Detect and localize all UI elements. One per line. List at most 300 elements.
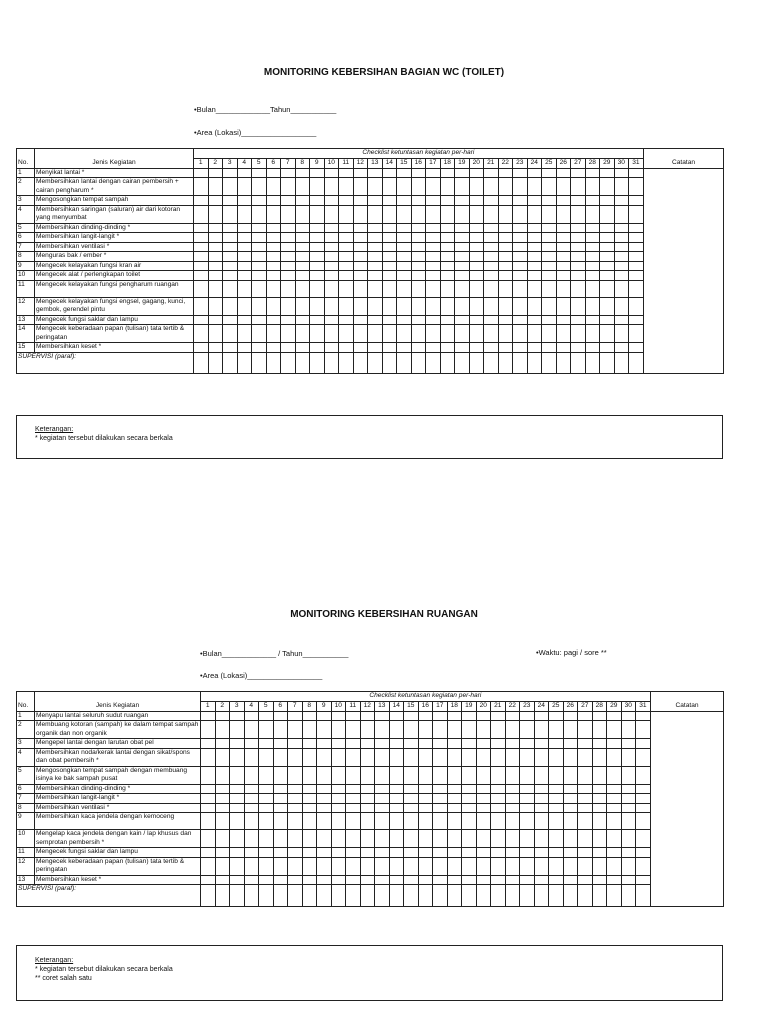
day-check-cell[interactable] [259,739,274,749]
supervisi-paraf-cell[interactable] [491,885,506,907]
day-check-cell[interactable] [556,325,571,343]
day-check-cell[interactable] [259,848,274,858]
day-check-cell[interactable] [237,205,252,223]
day-check-cell[interactable] [295,315,310,325]
day-check-cell[interactable] [556,168,571,178]
day-check-cell[interactable] [252,271,267,281]
day-check-cell[interactable] [440,205,455,223]
day-check-cell[interactable] [259,784,274,794]
day-check-cell[interactable] [346,803,361,813]
day-check-cell[interactable] [542,261,557,271]
day-check-cell[interactable] [426,252,441,262]
day-check-cell[interactable] [360,766,375,784]
day-check-cell[interactable] [607,794,622,804]
day-check-cell[interactable] [324,325,339,343]
day-check-cell[interactable] [266,205,281,223]
day-check-cell[interactable] [484,271,499,281]
day-check-cell[interactable] [201,794,216,804]
day-check-cell[interactable] [281,252,296,262]
day-check-cell[interactable] [629,223,644,233]
day-check-cell[interactable] [382,252,397,262]
day-check-cell[interactable] [389,748,404,766]
day-check-cell[interactable] [455,297,470,315]
day-check-cell[interactable] [223,178,238,196]
day-check-cell[interactable] [549,748,564,766]
supervisi-paraf-cell[interactable] [614,352,629,373]
day-check-cell[interactable] [237,242,252,252]
day-check-cell[interactable] [455,271,470,281]
day-check-cell[interactable] [426,271,441,281]
day-check-cell[interactable] [476,748,491,766]
day-check-cell[interactable] [462,739,477,749]
day-check-cell[interactable] [426,261,441,271]
day-check-cell[interactable] [505,794,520,804]
day-check-cell[interactable] [317,875,332,885]
day-check-cell[interactable] [237,343,252,353]
day-check-cell[interactable] [273,803,288,813]
day-check-cell[interactable] [542,325,557,343]
day-check-cell[interactable] [484,280,499,297]
day-check-cell[interactable] [215,739,230,749]
day-check-cell[interactable] [614,261,629,271]
day-check-cell[interactable] [237,178,252,196]
day-check-cell[interactable] [324,233,339,243]
day-check-cell[interactable] [281,233,296,243]
day-check-cell[interactable] [585,343,600,353]
day-check-cell[interactable] [462,784,477,794]
day-check-cell[interactable] [505,813,520,830]
day-check-cell[interactable] [324,297,339,315]
day-check-cell[interactable] [491,857,506,875]
day-check-cell[interactable] [578,784,593,794]
day-check-cell[interactable] [252,178,267,196]
day-check-cell[interactable] [440,242,455,252]
day-check-cell[interactable] [310,196,325,206]
day-check-cell[interactable] [302,766,317,784]
day-check-cell[interactable] [600,343,615,353]
supervisi-paraf-cell[interactable] [360,885,375,907]
supervisi-paraf-cell[interactable] [484,352,499,373]
day-check-cell[interactable] [418,875,433,885]
supervisi-paraf-cell[interactable] [317,885,332,907]
supervisi-paraf-cell[interactable] [368,352,383,373]
day-check-cell[interactable] [288,766,303,784]
day-check-cell[interactable] [208,205,223,223]
day-check-cell[interactable] [534,803,549,813]
day-check-cell[interactable] [346,784,361,794]
day-check-cell[interactable] [397,168,412,178]
day-check-cell[interactable] [607,748,622,766]
day-check-cell[interactable] [527,271,542,281]
supervisi-paraf-cell[interactable] [273,885,288,907]
day-check-cell[interactable] [592,794,607,804]
day-check-cell[interactable] [382,168,397,178]
day-check-cell[interactable] [215,803,230,813]
day-check-cell[interactable] [346,721,361,739]
day-check-cell[interactable] [194,315,209,325]
supervisi-paraf-cell[interactable] [636,885,651,907]
day-check-cell[interactable] [556,242,571,252]
day-check-cell[interactable] [397,196,412,206]
day-check-cell[interactable] [331,803,346,813]
day-check-cell[interactable] [578,739,593,749]
day-check-cell[interactable] [397,261,412,271]
day-check-cell[interactable] [585,196,600,206]
day-check-cell[interactable] [324,168,339,178]
day-check-cell[interactable] [266,280,281,297]
day-check-cell[interactable] [592,830,607,848]
day-check-cell[interactable] [201,721,216,739]
day-check-cell[interactable] [317,794,332,804]
day-check-cell[interactable] [491,721,506,739]
day-check-cell[interactable] [404,748,419,766]
day-check-cell[interactable] [455,343,470,353]
supervisi-paraf-cell[interactable] [571,352,586,373]
day-check-cell[interactable] [273,875,288,885]
day-check-cell[interactable] [259,830,274,848]
day-check-cell[interactable] [404,813,419,830]
day-check-cell[interactable] [302,830,317,848]
day-check-cell[interactable] [498,196,513,206]
day-check-cell[interactable] [527,261,542,271]
day-check-cell[interactable] [397,315,412,325]
day-check-cell[interactable] [498,252,513,262]
day-check-cell[interactable] [259,813,274,830]
day-check-cell[interactable] [302,794,317,804]
day-check-cell[interactable] [621,875,636,885]
day-check-cell[interactable] [281,297,296,315]
day-check-cell[interactable] [230,748,245,766]
day-check-cell[interactable] [310,168,325,178]
supervisi-paraf-cell[interactable] [462,885,477,907]
day-check-cell[interactable] [498,178,513,196]
day-check-cell[interactable] [418,857,433,875]
day-check-cell[interactable] [208,168,223,178]
supervisi-paraf-cell[interactable] [498,352,513,373]
day-check-cell[interactable] [418,794,433,804]
day-check-cell[interactable] [542,343,557,353]
day-check-cell[interactable] [237,233,252,243]
day-check-cell[interactable] [382,325,397,343]
day-check-cell[interactable] [476,711,491,721]
day-check-cell[interactable] [339,242,354,252]
day-check-cell[interactable] [629,280,644,297]
day-check-cell[interactable] [397,252,412,262]
day-check-cell[interactable] [433,784,448,794]
day-check-cell[interactable] [491,875,506,885]
form2-waktu-field[interactable]: •Waktu: pagi / sore ** [536,648,607,657]
day-check-cell[interactable] [447,848,462,858]
day-check-cell[interactable] [201,830,216,848]
day-check-cell[interactable] [346,711,361,721]
day-check-cell[interactable] [317,721,332,739]
day-check-cell[interactable] [498,205,513,223]
day-check-cell[interactable] [455,252,470,262]
day-check-cell[interactable] [426,178,441,196]
day-check-cell[interactable] [600,280,615,297]
day-check-cell[interactable] [556,280,571,297]
day-check-cell[interactable] [382,261,397,271]
day-check-cell[interactable] [295,178,310,196]
day-check-cell[interactable] [237,261,252,271]
day-check-cell[interactable] [331,813,346,830]
day-check-cell[interactable] [534,813,549,830]
day-check-cell[interactable] [331,748,346,766]
day-check-cell[interactable] [397,280,412,297]
day-check-cell[interactable] [302,857,317,875]
day-check-cell[interactable] [353,343,368,353]
day-check-cell[interactable] [346,766,361,784]
day-check-cell[interactable] [295,196,310,206]
day-check-cell[interactable] [534,848,549,858]
day-check-cell[interactable] [331,848,346,858]
day-check-cell[interactable] [600,297,615,315]
supervisi-paraf-cell[interactable] [208,352,223,373]
day-check-cell[interactable] [571,205,586,223]
day-check-cell[interactable] [571,261,586,271]
day-check-cell[interactable] [353,168,368,178]
day-check-cell[interactable] [600,261,615,271]
day-check-cell[interactable] [404,794,419,804]
day-check-cell[interactable] [527,168,542,178]
day-check-cell[interactable] [462,830,477,848]
day-check-cell[interactable] [498,297,513,315]
supervisi-paraf-cell[interactable] [469,352,484,373]
day-check-cell[interactable] [252,252,267,262]
day-check-cell[interactable] [404,803,419,813]
day-check-cell[interactable] [585,168,600,178]
day-check-cell[interactable] [273,784,288,794]
day-check-cell[interactable] [469,261,484,271]
day-check-cell[interactable] [549,830,564,848]
day-check-cell[interactable] [346,794,361,804]
day-check-cell[interactable] [368,297,383,315]
day-check-cell[interactable] [621,848,636,858]
day-check-cell[interactable] [244,711,259,721]
day-check-cell[interactable] [331,739,346,749]
day-check-cell[interactable] [317,813,332,830]
day-check-cell[interactable] [288,748,303,766]
day-check-cell[interactable] [389,784,404,794]
day-check-cell[interactable] [520,748,535,766]
supervisi-paraf-cell[interactable] [382,352,397,373]
day-check-cell[interactable] [281,315,296,325]
day-check-cell[interactable] [498,233,513,243]
catatan-cell[interactable] [650,711,724,907]
day-check-cell[interactable] [592,748,607,766]
day-check-cell[interactable] [194,223,209,233]
day-check-cell[interactable] [368,178,383,196]
day-check-cell[interactable] [469,271,484,281]
day-check-cell[interactable] [585,223,600,233]
day-check-cell[interactable] [208,325,223,343]
day-check-cell[interactable] [389,813,404,830]
day-check-cell[interactable] [469,297,484,315]
day-check-cell[interactable] [629,242,644,252]
day-check-cell[interactable] [252,343,267,353]
supervisi-paraf-cell[interactable] [237,352,252,373]
day-check-cell[interactable] [592,739,607,749]
day-check-cell[interactable] [310,325,325,343]
day-check-cell[interactable] [571,325,586,343]
day-check-cell[interactable] [585,271,600,281]
day-check-cell[interactable] [614,168,629,178]
supervisi-paraf-cell[interactable] [607,885,622,907]
day-check-cell[interactable] [331,830,346,848]
supervisi-paraf-cell[interactable] [549,885,564,907]
day-check-cell[interactable] [368,343,383,353]
day-check-cell[interactable] [462,875,477,885]
day-check-cell[interactable] [629,168,644,178]
day-check-cell[interactable] [592,711,607,721]
day-check-cell[interactable] [288,739,303,749]
day-check-cell[interactable] [244,739,259,749]
day-check-cell[interactable] [484,242,499,252]
day-check-cell[interactable] [513,252,528,262]
day-check-cell[interactable] [563,784,578,794]
day-check-cell[interactable] [324,196,339,206]
day-check-cell[interactable] [411,168,426,178]
day-check-cell[interactable] [353,205,368,223]
day-check-cell[interactable] [440,168,455,178]
day-check-cell[interactable] [636,848,651,858]
day-check-cell[interactable] [484,223,499,233]
day-check-cell[interactable] [273,813,288,830]
day-check-cell[interactable] [331,784,346,794]
day-check-cell[interactable] [382,233,397,243]
day-check-cell[interactable] [360,813,375,830]
day-check-cell[interactable] [607,875,622,885]
day-check-cell[interactable] [498,280,513,297]
day-check-cell[interactable] [426,223,441,233]
day-check-cell[interactable] [201,875,216,885]
supervisi-paraf-cell[interactable] [534,885,549,907]
day-check-cell[interactable] [397,178,412,196]
day-check-cell[interactable] [368,233,383,243]
day-check-cell[interactable] [513,205,528,223]
day-check-cell[interactable] [607,739,622,749]
day-check-cell[interactable] [484,178,499,196]
day-check-cell[interactable] [433,794,448,804]
day-check-cell[interactable] [513,233,528,243]
day-check-cell[interactable] [578,830,593,848]
day-check-cell[interactable] [636,766,651,784]
day-check-cell[interactable] [520,739,535,749]
day-check-cell[interactable] [281,325,296,343]
supervisi-paraf-cell[interactable] [621,885,636,907]
day-check-cell[interactable] [571,242,586,252]
day-check-cell[interactable] [520,803,535,813]
day-check-cell[interactable] [317,857,332,875]
supervisi-paraf-cell[interactable] [411,352,426,373]
day-check-cell[interactable] [527,233,542,243]
day-check-cell[interactable] [614,315,629,325]
day-check-cell[interactable] [433,721,448,739]
day-check-cell[interactable] [281,178,296,196]
day-check-cell[interactable] [426,315,441,325]
supervisi-paraf-cell[interactable] [281,352,296,373]
day-check-cell[interactable] [592,848,607,858]
day-check-cell[interactable] [600,271,615,281]
day-check-cell[interactable] [455,178,470,196]
day-check-cell[interactable] [433,857,448,875]
supervisi-paraf-cell[interactable] [418,885,433,907]
supervisi-paraf-cell[interactable] [513,352,528,373]
day-check-cell[interactable] [426,297,441,315]
day-check-cell[interactable] [317,748,332,766]
day-check-cell[interactable] [208,233,223,243]
day-check-cell[interactable] [520,857,535,875]
day-check-cell[interactable] [585,233,600,243]
day-check-cell[interactable] [578,848,593,858]
day-check-cell[interactable] [455,261,470,271]
day-check-cell[interactable] [563,803,578,813]
day-check-cell[interactable] [556,297,571,315]
day-check-cell[interactable] [549,813,564,830]
day-check-cell[interactable] [614,280,629,297]
day-check-cell[interactable] [404,848,419,858]
day-check-cell[interactable] [469,196,484,206]
day-check-cell[interactable] [208,315,223,325]
day-check-cell[interactable] [418,830,433,848]
supervisi-paraf-cell[interactable] [230,885,245,907]
day-check-cell[interactable] [636,711,651,721]
supervisi-paraf-cell[interactable] [331,885,346,907]
supervisi-paraf-cell[interactable] [266,352,281,373]
day-check-cell[interactable] [426,196,441,206]
day-check-cell[interactable] [469,252,484,262]
day-check-cell[interactable] [585,205,600,223]
day-check-cell[interactable] [208,297,223,315]
day-check-cell[interactable] [230,794,245,804]
day-check-cell[interactable] [382,343,397,353]
day-check-cell[interactable] [346,813,361,830]
day-check-cell[interactable] [433,739,448,749]
day-check-cell[interactable] [498,261,513,271]
day-check-cell[interactable] [600,252,615,262]
form2-area-field[interactable]: •Area (Lokasi)__________________ [200,671,323,680]
day-check-cell[interactable] [194,261,209,271]
day-check-cell[interactable] [223,242,238,252]
day-check-cell[interactable] [621,711,636,721]
day-check-cell[interactable] [462,711,477,721]
day-check-cell[interactable] [542,242,557,252]
day-check-cell[interactable] [527,178,542,196]
day-check-cell[interactable] [527,223,542,233]
day-check-cell[interactable] [534,766,549,784]
day-check-cell[interactable] [542,315,557,325]
day-check-cell[interactable] [310,205,325,223]
day-check-cell[interactable] [484,233,499,243]
day-check-cell[interactable] [194,178,209,196]
day-check-cell[interactable] [563,813,578,830]
supervisi-paraf-cell[interactable] [223,352,238,373]
day-check-cell[interactable] [208,261,223,271]
day-check-cell[interactable] [629,178,644,196]
supervisi-paraf-cell[interactable] [455,352,470,373]
day-check-cell[interactable] [215,784,230,794]
day-check-cell[interactable] [230,830,245,848]
day-check-cell[interactable] [324,280,339,297]
day-check-cell[interactable] [455,233,470,243]
day-check-cell[interactable] [295,223,310,233]
day-check-cell[interactable] [353,196,368,206]
day-check-cell[interactable] [302,739,317,749]
day-check-cell[interactable] [266,233,281,243]
day-check-cell[interactable] [636,784,651,794]
day-check-cell[interactable] [505,848,520,858]
day-check-cell[interactable] [462,848,477,858]
